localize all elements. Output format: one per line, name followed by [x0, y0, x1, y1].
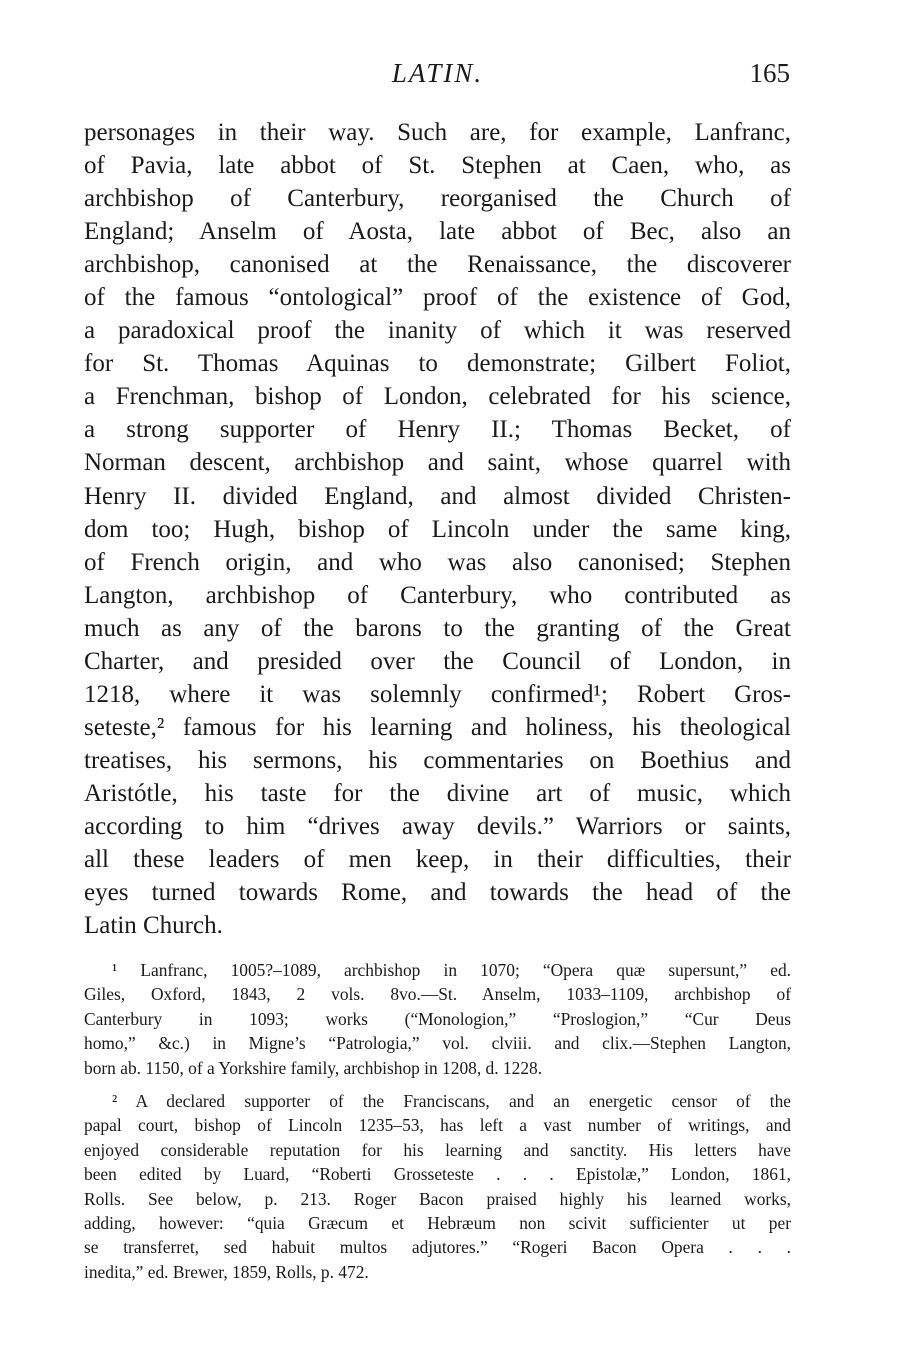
footnote-line: Canterbury in 1093; works (“Monologion,” “Proslogion,” “Cur Deus: [84, 1008, 791, 1029]
footnote-line: homo,” &c.) in Migne’s “Patrologia,” vol. clviii. and clix.—Stephen Langton,: [84, 1033, 791, 1054]
page-header: [85, 58, 790, 98]
text-line: Henry II. divided England, and almost divided Christen-: [84, 482, 791, 510]
text-line: personages in their way. Such are, for example, Lanfranc,: [84, 119, 791, 146]
text-line: England; Anselm of Aosta, late abbot of Bec, also an: [84, 218, 791, 246]
text-line: of French origin, and who was also canonised; Stephen: [84, 548, 791, 576]
main-text: [84, 116, 791, 942]
footnote-line: ¹ Lanfranc, 1005?–1089, archbishop in 1070; “Opera quæ supersunt,” ed.: [112, 960, 791, 980]
footnote-line: enjoyed considerable reputation for his learning and sanctity. His letters have: [84, 1139, 791, 1160]
footnote-line: Giles, Oxford, 1843, 2 vols. 8vo.—St. Anselm, 1033–1109, archbishop of: [84, 984, 791, 1005]
page-number: 165: [749, 58, 790, 88]
text-line: Langton, archbishop of Canterbury, who contributed as: [84, 581, 791, 609]
footnotes: [84, 958, 791, 1284]
running-title: LATIN.: [391, 58, 484, 88]
footnote-line: been edited by Luard, “Roberti Grosseteste . . . Epistolæ,” London, 1861,: [84, 1164, 791, 1185]
text-line: according to him “drives away devils.” Warriors or saints,: [84, 812, 791, 840]
footnote-line: adding, however: “quia Græcum et Hebræum non scivit sufficienter ut per: [84, 1212, 791, 1233]
text-line: dom too; Hugh, bishop of Lincoln under the same king,: [84, 515, 791, 543]
text-line: seteste,² famous for his learning and holiness, his theological: [84, 713, 791, 741]
text-line: a strong supporter of Henry II.; Thomas Becket, of: [84, 416, 791, 444]
footnote-line: papal court, bishop of Lincoln 1235–53, has left a vast number of writings, and: [84, 1115, 791, 1136]
footnote-line: Rolls. See below, p. 213. Roger Bacon praised highly his learned works,: [84, 1188, 791, 1209]
footnote-2: [84, 1089, 791, 1284]
text-line: eyes turned towards Rome, and towards the head of the: [84, 879, 791, 907]
footnote-line: ² A declared supporter of the Franciscans, and an energetic censor of the: [112, 1090, 791, 1111]
text-line: of Pavia, late abbot of St. Stephen at Caen, who, as: [84, 152, 791, 180]
text-line: of the famous “ontological” proof of the existence of God,: [84, 284, 791, 312]
text-line: 1218, where it was solemnly confirmed¹; Robert Gros-: [84, 680, 791, 708]
footnote-1: [84, 958, 791, 1080]
text-line: archbishop of Canterbury, reorganised the Church of: [84, 185, 791, 213]
footnote-line: se transferret, sed habuit multos adjutores.” “Rogeri Bacon Opera . . .: [84, 1237, 791, 1258]
text-line: a paradoxical proof the inanity of which it was reserved: [84, 317, 791, 345]
text-line: Charter, and presided over the Council of London, in: [84, 647, 791, 675]
text-line: a Frenchman, bishop of London, celebrated for his science,: [84, 383, 791, 411]
text-line: treatises, his sermons, his commentaries on Boethius and: [84, 746, 791, 774]
footnote-line: inedita,” ed. Brewer, 1859, Rolls, p. 472.: [84, 1261, 369, 1282]
text-line: for St. Thomas Aquinas to demonstrate; Gilbert Foliot,: [84, 350, 791, 378]
text-line: Norman descent, archbishop and saint, whose quarrel with: [84, 449, 791, 477]
text-line: much as any of the barons to the granting of the Great: [84, 614, 791, 642]
text-line: all these leaders of men keep, in their difficulties, their: [84, 846, 791, 874]
text-line: Latin Church.: [84, 912, 223, 940]
text-line: archbishop, canonised at the Renaissance, the discoverer: [84, 251, 791, 279]
text-line: Aristótle, his taste for the divine art of music, which: [84, 779, 791, 807]
footnote-line: born ab. 1150, of a Yorkshire family, archbishop in 1208, d. 1228.: [84, 1057, 543, 1078]
